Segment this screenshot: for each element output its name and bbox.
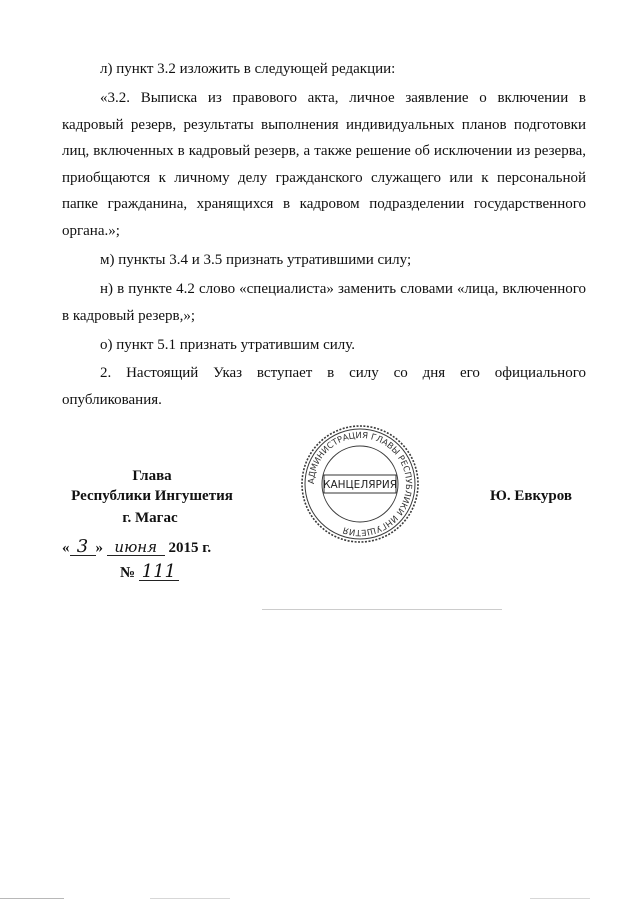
number-value: 111	[139, 564, 179, 581]
paragraph-quoted-3-2: «3.2. Выписка из правового акта, личное заявление о включении в кадровый резерв, результаты выполнения индивидуальных планов подготовки лиц, включенных в кадровый резерв, а также решение об исключении из резерва, приобщаются к личному делу гражданского служащего или к персональной папке гражданина, хранящихся в кадровом подразделении государственного органа.»;	[62, 89, 586, 239]
paragraph-item-m: м) пункты 3.4 и 3.5 признать утратившими силу;	[100, 251, 412, 268]
date-close-quote: »	[95, 540, 103, 556]
signatory-title-line1: Глава	[132, 468, 172, 484]
paragraph-clause-2: 2. Настоящий Указ вступает в силу со дня его официального опубликования.	[62, 365, 586, 409]
paragraph-item-n: н) в пункте 4.2 слово «специалиста» заменить словами «лица, включенного в кадровый резерв,»;	[62, 280, 586, 324]
signing-date	[62, 537, 262, 559]
seal-stamp	[298, 422, 422, 546]
stamp-center-text: КАНЦЕЛЯРИЯ	[323, 479, 397, 491]
scan-artifact-footer-mid	[150, 898, 230, 899]
stamp-ring-text: АДМИНИСТРАЦИЯ ГЛАВЫ РЕСПУБЛИКИ ИНГУШЕТИЯ	[306, 430, 414, 538]
paragraph-item-l: л) пункт 3.2 изложить в следующей редакции:	[100, 61, 396, 77]
signatory-name: Ю. Евкуров	[490, 488, 572, 504]
scan-artifact-footer-left	[0, 898, 64, 899]
date-open-quote: «	[62, 540, 70, 556]
signatory-title	[62, 466, 242, 506]
place-of-signing: г. Магас	[122, 510, 178, 526]
scan-artifact-footer-right	[530, 898, 590, 899]
paragraph-item-o: о) пункт 5.1 признать утратившим силу.	[100, 336, 356, 353]
number-sign: №	[120, 565, 136, 581]
date-year: 2015 г.	[168, 540, 212, 556]
signatory-title-line2: Республики Ингушетия	[71, 488, 233, 504]
scan-artifact-line	[262, 609, 502, 610]
date-day: 3	[70, 539, 96, 556]
date-month: июня	[107, 539, 165, 556]
decree-number	[120, 562, 240, 584]
document-body	[62, 56, 586, 416]
